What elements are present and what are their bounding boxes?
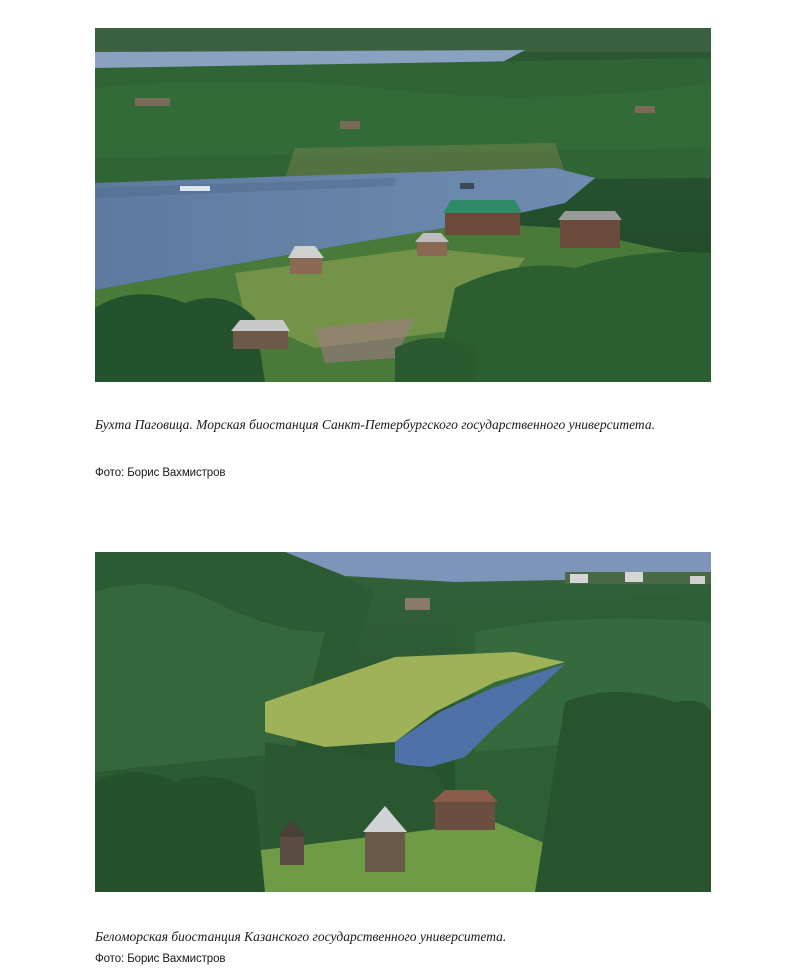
forest-lake-image bbox=[95, 552, 711, 892]
photo-bay-pagovitsa bbox=[95, 28, 711, 382]
bay-landscape-image bbox=[95, 28, 711, 382]
photo-credit: Фото: Борис Вахмистров bbox=[95, 467, 226, 479]
photo-kazan-biostation bbox=[95, 552, 711, 892]
photo-caption: Беломорская биостанция Казанского государственного университета. bbox=[95, 929, 507, 944]
photo-caption: Бухта Паговица. Морская биостанция Санкт-Петербургского государственного университета. bbox=[95, 417, 655, 432]
photo-credit: Фото: Борис Вахмистров bbox=[95, 953, 226, 965]
